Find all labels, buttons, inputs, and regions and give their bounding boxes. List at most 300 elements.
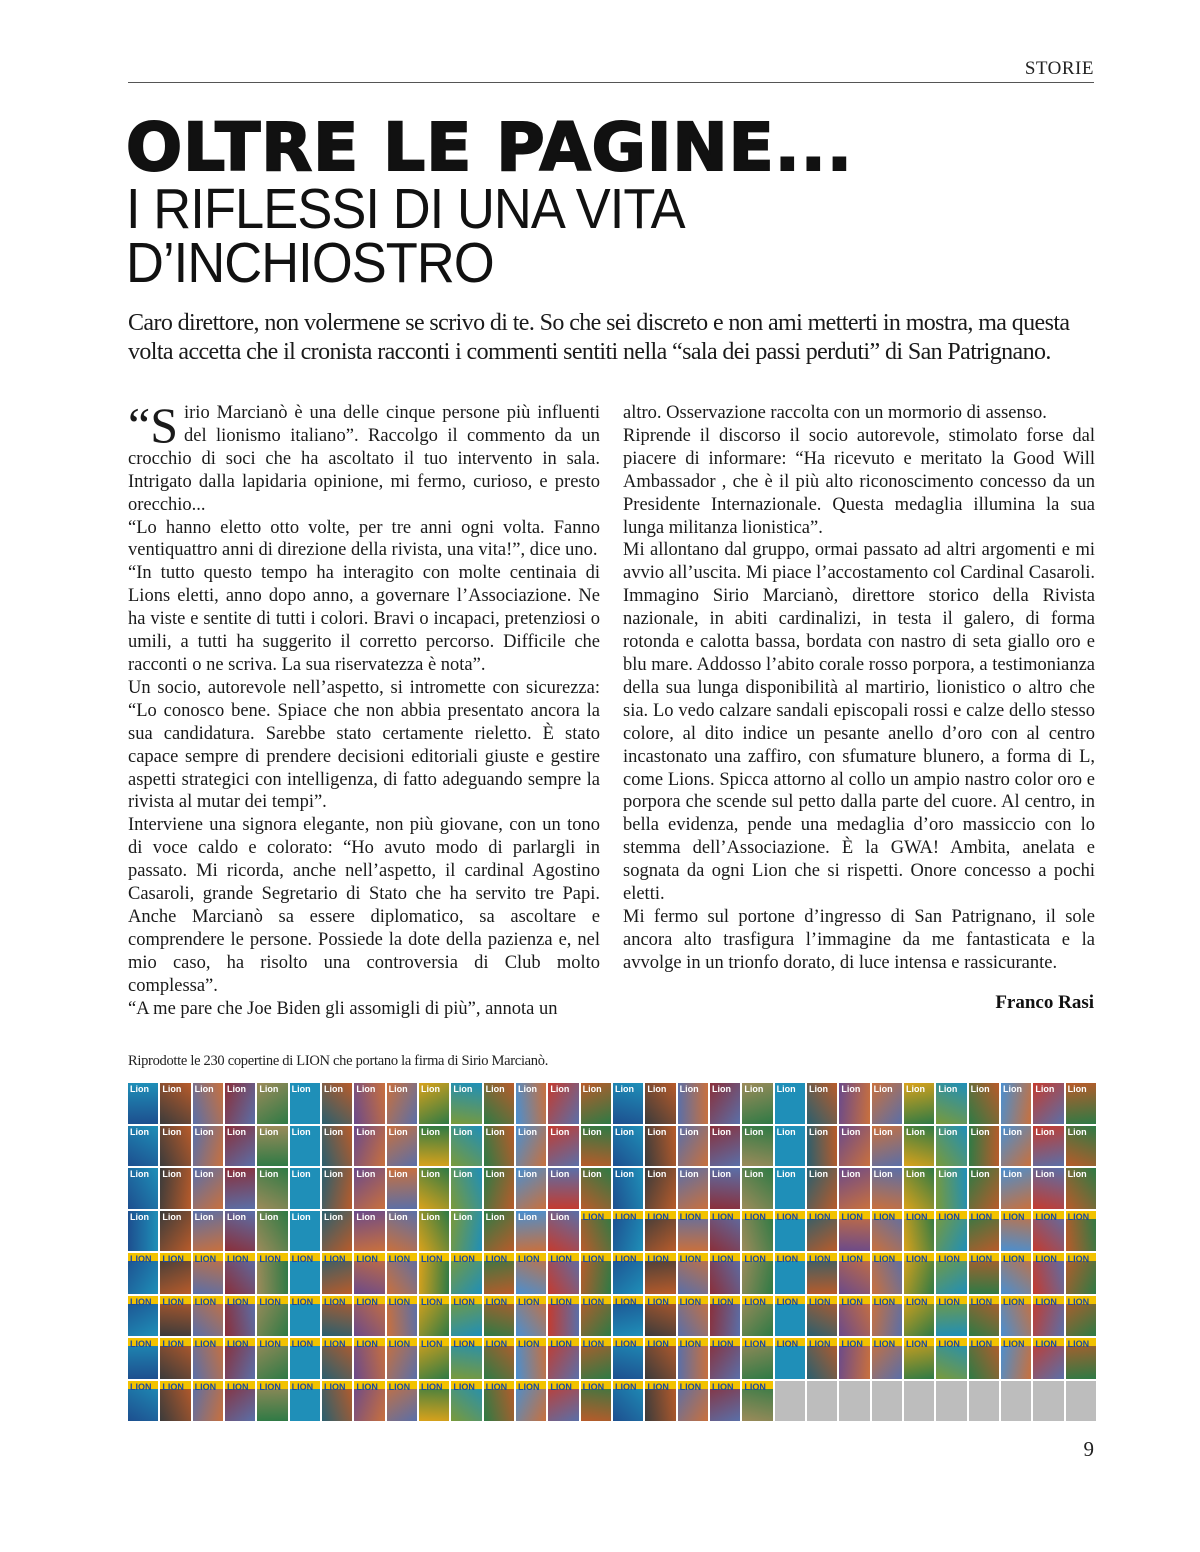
- cover-masthead: LION: [291, 1339, 314, 1349]
- cover-masthead: LION: [324, 1296, 346, 1307]
- cover-masthead: Lion: [518, 1084, 537, 1094]
- page-number: 9: [1083, 1437, 1094, 1461]
- magazine-cover: [516, 1083, 546, 1124]
- magazine-cover: [419, 1168, 449, 1209]
- magazine-cover: [904, 1338, 934, 1379]
- magazine-cover: [710, 1253, 740, 1294]
- cover-masthead: LION: [388, 1296, 411, 1307]
- cover-masthead: Lion: [324, 1084, 343, 1094]
- paragraph: Interviene una signora elegante, non più giovane, con un tono di voce caldo e colorato: “Ho avuto modo di parlargli in passato. Mi ricorda, anche nell’aspetto, il cardinal Agostino Casaroli, grande Segretario di Stato che ha servito tre Papi. Anche Marcianò sa essere diplomatico, sa ascoltare e comprendere le persone. Possiede la dote della pazienza e, nel mio caso, ha risolto una controversia di Club molto complessa”.: [128, 815, 600, 996]
- cover-masthead: LION: [776, 1211, 799, 1222]
- magazine-cover: [484, 1211, 514, 1252]
- magazine-cover: [387, 1168, 417, 1209]
- magazine-cover: [193, 1338, 223, 1379]
- magazine-cover: [1001, 1338, 1031, 1379]
- magazine-cover: [775, 1253, 805, 1294]
- magazine-cover: [322, 1296, 352, 1337]
- magazine-cover: [257, 1381, 287, 1422]
- magazine-cover: [969, 1168, 999, 1209]
- cover-masthead: LION: [712, 1339, 734, 1349]
- cover-masthead: LION: [259, 1254, 281, 1264]
- cover-masthead: LION: [550, 1339, 572, 1349]
- cover-masthead: LION: [227, 1254, 249, 1264]
- magazine-cover: [839, 1083, 869, 1124]
- magazine-cover: [969, 1211, 999, 1252]
- magazine-cover: [322, 1253, 352, 1294]
- cover-placeholder: [839, 1381, 869, 1422]
- cover-masthead: Lion: [388, 1126, 408, 1137]
- section-label: STORIE: [1024, 58, 1094, 79]
- magazine-cover: [484, 1296, 514, 1337]
- cover-masthead: Lion: [130, 1169, 149, 1179]
- cover-masthead: LION: [615, 1254, 637, 1264]
- magazine-cover: [1066, 1296, 1096, 1337]
- cover-placeholder: [936, 1381, 966, 1422]
- magazine-cover: [1066, 1083, 1096, 1124]
- cover-masthead: LION: [421, 1339, 443, 1349]
- magazine-cover: [742, 1083, 772, 1124]
- magazine-cover: [451, 1381, 481, 1422]
- cover-masthead: Lion: [582, 1084, 602, 1094]
- cover-masthead: Lion: [776, 1084, 796, 1094]
- magazine-cover: [807, 1126, 837, 1167]
- cover-masthead: Lion: [712, 1126, 731, 1137]
- cover-masthead: Lion: [1035, 1084, 1055, 1094]
- magazine-cover: [225, 1296, 255, 1337]
- magazine-cover: [775, 1083, 805, 1124]
- author-signature: Franco Rasi: [995, 992, 1094, 1013]
- cover-placeholder: [904, 1381, 934, 1422]
- cover-masthead: LION: [259, 1381, 281, 1392]
- cover-masthead: LION: [744, 1339, 766, 1349]
- magazine-cover: [872, 1338, 902, 1379]
- magazine-cover: [581, 1083, 611, 1124]
- magazine-cover: [484, 1126, 514, 1167]
- magazine-cover: [322, 1211, 352, 1252]
- paragraph: “Lo hanno eletto otto volte, per tre anni ogni volta. Fanno ventiquattro anni di direzione della rivista, una vita!”, dice uno.: [128, 517, 600, 561]
- magazine-cover: [290, 1126, 320, 1167]
- magazine-cover: [936, 1083, 966, 1124]
- cover-masthead: Lion: [809, 1126, 828, 1137]
- cover-masthead: LION: [291, 1254, 314, 1264]
- magazine-cover: [710, 1338, 740, 1379]
- magazine-cover: [225, 1253, 255, 1294]
- cover-masthead: Lion: [712, 1169, 731, 1179]
- cover-masthead: Lion: [744, 1084, 764, 1094]
- cover-masthead: LION: [582, 1381, 605, 1392]
- magazine-cover: [548, 1296, 578, 1337]
- magazine-cover: [548, 1168, 578, 1209]
- magazine-cover: [581, 1253, 611, 1294]
- cover-masthead: Lion: [421, 1211, 440, 1222]
- magazine-cover: [1033, 1168, 1063, 1209]
- magazine-cover: [160, 1253, 190, 1294]
- cover-masthead: Lion: [647, 1126, 667, 1137]
- magazine-cover: [678, 1211, 708, 1252]
- magazine-cover: [710, 1296, 740, 1337]
- magazine-cover: [225, 1211, 255, 1252]
- cover-masthead: Lion: [356, 1211, 376, 1222]
- header-rule: [128, 82, 1094, 83]
- magazine-cover: [354, 1211, 384, 1252]
- magazine-cover: [322, 1168, 352, 1209]
- magazine-cover: [775, 1168, 805, 1209]
- cover-masthead: Lion: [130, 1211, 149, 1222]
- magazine-cover: [128, 1381, 158, 1422]
- magazine-cover: [128, 1211, 158, 1252]
- magazine-cover: [645, 1296, 675, 1337]
- cover-masthead: LION: [453, 1296, 475, 1307]
- cover-masthead: Lion: [841, 1084, 861, 1094]
- magazine-cover: [548, 1253, 578, 1294]
- magazine-cover: [742, 1211, 772, 1252]
- magazine-cover: [387, 1083, 417, 1124]
- magazine-cover: [354, 1168, 384, 1209]
- paragraph: Mi allontano dal gruppo, ormai passato ad altri argomenti e mi avvio all’uscita. Mi piace l’accostamento col Cardinal Casaroli. Immagino Sirio Marcianò, direttore storico della Rivista nazionale, in abiti cardinalizi, in testa il galero, di forma rotonda e calotta bassa, bordata con nastro di seta giallo oro e blu mare. Addosso l’abito corale rosso porpora, a testimonianza della sua lunga disponibilità al martirio, lionistico o altro che sia. Lo vedo calzare sandali episcopali rossi e calze dello stesso colore, al dito indice un pesante anello d’oro con al centro incastonato una zaffiro, con sfumature blunero, a forma di L, come Lions. Spicca attorno al collo un ampio nastro color oro e porpora che scende sul petto dalla parte del cuore. Al centro, in bella evidenza, pende una medaglia d’oro massiccio con lo stemma dell’Associazione. È la GWA! Ambita, anelata e sognata da ogni Lion che si rispetti. Onore concesso a pochi eletti.: [623, 540, 1095, 905]
- cover-masthead: Lion: [291, 1126, 311, 1137]
- magazine-cover: [193, 1253, 223, 1294]
- magazine-cover: [936, 1338, 966, 1379]
- magazine-cover: [678, 1381, 708, 1422]
- cover-masthead: LION: [518, 1254, 540, 1264]
- magazine-cover: [1033, 1253, 1063, 1294]
- cover-masthead: LION: [938, 1211, 960, 1222]
- magazine-cover: [936, 1253, 966, 1294]
- cover-masthead: LION: [582, 1254, 605, 1264]
- cover-masthead: LION: [1035, 1211, 1057, 1222]
- cover-masthead: Lion: [485, 1169, 505, 1179]
- cover-masthead: Lion: [938, 1084, 958, 1094]
- cover-masthead: LION: [194, 1254, 217, 1264]
- magazine-cover: [936, 1296, 966, 1337]
- cover-masthead: Lion: [809, 1169, 828, 1179]
- cover-masthead: Lion: [873, 1169, 893, 1179]
- cover-masthead: Lion: [162, 1126, 182, 1137]
- cover-masthead: LION: [1003, 1211, 1025, 1222]
- cover-masthead: Lion: [388, 1211, 408, 1222]
- magazine-cover: [290, 1253, 320, 1294]
- magazine-cover: [645, 1381, 675, 1422]
- magazine-cover: [807, 1296, 837, 1337]
- magazine-cover: [613, 1083, 643, 1124]
- magazine-cover: [645, 1168, 675, 1209]
- cover-masthead: LION: [615, 1211, 637, 1222]
- magazine-cover: [710, 1381, 740, 1422]
- magazine-cover: [1066, 1211, 1096, 1252]
- cover-masthead: Lion: [679, 1169, 699, 1179]
- cover-placeholder: [1001, 1381, 1031, 1422]
- cover-masthead: LION: [194, 1381, 217, 1392]
- cover-masthead: Lion: [259, 1211, 279, 1222]
- cover-masthead: Lion: [388, 1169, 408, 1179]
- magazine-cover: [872, 1296, 902, 1337]
- cover-masthead: Lion: [227, 1084, 246, 1094]
- cover-masthead: Lion: [970, 1126, 990, 1137]
- cover-masthead: Lion: [453, 1126, 473, 1137]
- magazine-cover: [678, 1168, 708, 1209]
- cover-masthead: LION: [744, 1211, 766, 1222]
- magazine-cover: [1066, 1338, 1096, 1379]
- drop-cap: “S: [128, 397, 178, 453]
- cover-masthead: Lion: [938, 1169, 958, 1179]
- cover-masthead: LION: [615, 1296, 637, 1307]
- magazine-cover: [645, 1083, 675, 1124]
- cover-masthead: LION: [647, 1381, 669, 1392]
- magazine-cover: [387, 1211, 417, 1252]
- cover-masthead: Lion: [550, 1211, 570, 1222]
- cover-masthead: LION: [388, 1381, 411, 1392]
- magazine-cover: [548, 1338, 578, 1379]
- magazine-cover: [742, 1381, 772, 1422]
- cover-masthead: LION: [679, 1296, 702, 1307]
- cover-masthead: LION: [809, 1339, 831, 1349]
- cover-masthead: Lion: [162, 1211, 182, 1222]
- cover-masthead: LION: [647, 1254, 669, 1264]
- magazine-cover: [419, 1211, 449, 1252]
- cover-masthead: LION: [873, 1339, 896, 1349]
- magazine-cover: [742, 1296, 772, 1337]
- cover-masthead: LION: [324, 1339, 346, 1349]
- cover-masthead: Lion: [550, 1169, 570, 1179]
- cover-masthead: Lion: [324, 1211, 343, 1222]
- cover-masthead: LION: [227, 1296, 249, 1307]
- cover-masthead: Lion: [421, 1126, 440, 1137]
- magazine-cover: [548, 1083, 578, 1124]
- cover-masthead: Lion: [291, 1169, 311, 1179]
- magazine-cover: [516, 1338, 546, 1379]
- magazine-cover: [807, 1168, 837, 1209]
- magazine-cover: [257, 1168, 287, 1209]
- cover-masthead: LION: [356, 1381, 378, 1392]
- magazine-cover: [1001, 1168, 1031, 1209]
- cover-masthead: LION: [841, 1339, 863, 1349]
- cover-masthead: Lion: [162, 1169, 182, 1179]
- magazine-cover: [128, 1083, 158, 1124]
- cover-masthead: LION: [647, 1296, 669, 1307]
- cover-masthead: LION: [679, 1254, 702, 1264]
- body-column-right: [623, 402, 1095, 975]
- cover-masthead: LION: [550, 1381, 572, 1392]
- magazine-cover: [969, 1253, 999, 1294]
- cover-masthead: Lion: [712, 1084, 731, 1094]
- magazine-cover: [322, 1126, 352, 1167]
- cover-masthead: Lion: [1067, 1084, 1087, 1094]
- magazine-cover: [581, 1126, 611, 1167]
- magazine-cover: [742, 1338, 772, 1379]
- cover-masthead: LION: [873, 1211, 896, 1222]
- cover-masthead: Lion: [453, 1211, 473, 1222]
- cover-masthead: LION: [388, 1339, 411, 1349]
- magazine-cover: [225, 1338, 255, 1379]
- magazine-cover: [290, 1296, 320, 1337]
- magazine-cover: [904, 1083, 934, 1124]
- cover-masthead: LION: [550, 1254, 572, 1264]
- magazine-cover: [807, 1338, 837, 1379]
- magazine-cover: [451, 1083, 481, 1124]
- covers-grid: [128, 1083, 1096, 1421]
- magazine-cover: [548, 1211, 578, 1252]
- magazine-cover: [936, 1168, 966, 1209]
- paragraph: altro. Osservazione raccolta con un mormorio di assenso.: [623, 403, 1047, 423]
- magazine-cover: [613, 1253, 643, 1294]
- magazine-cover: [969, 1083, 999, 1124]
- article-title: OLTRE LE PAGINE...: [126, 109, 853, 186]
- cover-masthead: LION: [259, 1296, 281, 1307]
- paragraph: Riprende il discorso il socio autorevole, stimolato forse dal piacere di informare: “Ha ricevuto e meritato la Good Will Ambassador , che è il più alto riconoscimento concesso da un Presidente Internazionale. Questa medaglia illumina la sua lunga militanza lionistica”.: [623, 425, 1095, 538]
- magazine-cover: [936, 1211, 966, 1252]
- cover-masthead: Lion: [324, 1126, 343, 1137]
- magazine-cover: [290, 1168, 320, 1209]
- magazine-cover: [387, 1381, 417, 1422]
- cover-placeholder: [775, 1381, 805, 1422]
- cover-masthead: LION: [712, 1211, 734, 1222]
- cover-masthead: LION: [356, 1339, 378, 1349]
- cover-masthead: Lion: [1067, 1169, 1087, 1179]
- magazine-cover: [775, 1126, 805, 1167]
- magazine-cover: [354, 1253, 384, 1294]
- cover-masthead: LION: [1035, 1296, 1057, 1307]
- magazine-cover: [678, 1126, 708, 1167]
- magazine-cover: [1066, 1126, 1096, 1167]
- magazine-cover: [257, 1296, 287, 1337]
- magazine-cover: [839, 1211, 869, 1252]
- cover-masthead: Lion: [227, 1211, 246, 1222]
- cover-masthead: Lion: [388, 1084, 408, 1094]
- magazine-cover: [387, 1338, 417, 1379]
- cover-masthead: Lion: [873, 1126, 893, 1137]
- magazine-cover: [872, 1211, 902, 1252]
- magazine-cover: [160, 1338, 190, 1379]
- magazine-cover: [387, 1296, 417, 1337]
- cover-masthead: Lion: [130, 1084, 149, 1094]
- cover-masthead: LION: [679, 1381, 702, 1392]
- cover-masthead: LION: [970, 1254, 993, 1264]
- cover-masthead: Lion: [615, 1084, 634, 1094]
- cover-masthead: LION: [712, 1254, 734, 1264]
- magazine-cover: [516, 1381, 546, 1422]
- cover-masthead: LION: [582, 1339, 605, 1349]
- magazine-cover: [193, 1211, 223, 1252]
- subtitle-line-2: D’INCHIOSTRO: [126, 231, 494, 295]
- cover-masthead: LION: [162, 1381, 184, 1392]
- cover-masthead: Lion: [485, 1084, 505, 1094]
- magazine-cover: [257, 1083, 287, 1124]
- cover-masthead: LION: [162, 1254, 184, 1264]
- magazine-cover: [516, 1126, 546, 1167]
- cover-masthead: Lion: [615, 1126, 634, 1137]
- cover-masthead: LION: [453, 1254, 475, 1264]
- cover-masthead: Lion: [679, 1126, 699, 1137]
- cover-masthead: LION: [776, 1254, 799, 1264]
- cover-masthead: LION: [1035, 1339, 1057, 1349]
- cover-masthead: LION: [130, 1296, 152, 1307]
- cover-masthead: Lion: [938, 1126, 958, 1137]
- magazine-cover: [678, 1296, 708, 1337]
- cover-masthead: Lion: [776, 1169, 796, 1179]
- magazine-cover: [419, 1253, 449, 1294]
- magazine-cover: [1033, 1126, 1063, 1167]
- magazine-cover: [322, 1381, 352, 1422]
- magazine-cover: [872, 1168, 902, 1209]
- magazine-cover: [613, 1381, 643, 1422]
- magazine-cover: [451, 1168, 481, 1209]
- figure-caption: Riprodotte le 230 copertine di LION che portano la firma di Sirio Marcianò.: [128, 1053, 549, 1069]
- magazine-cover: [128, 1168, 158, 1209]
- magazine-cover: [581, 1338, 611, 1379]
- cover-masthead: Lion: [970, 1084, 990, 1094]
- cover-masthead: Lion: [259, 1084, 279, 1094]
- magazine-cover: [451, 1126, 481, 1167]
- cover-masthead: LION: [130, 1339, 152, 1349]
- cover-masthead: Lion: [647, 1169, 667, 1179]
- magazine-cover: [322, 1338, 352, 1379]
- cover-masthead: Lion: [421, 1084, 440, 1094]
- cover-masthead: LION: [1003, 1254, 1025, 1264]
- cover-masthead: Lion: [356, 1169, 376, 1179]
- magazine-cover: [225, 1083, 255, 1124]
- magazine-cover: [839, 1338, 869, 1379]
- magazine-cover: [225, 1126, 255, 1167]
- magazine-cover: [290, 1338, 320, 1379]
- magazine-cover: [872, 1126, 902, 1167]
- cover-masthead: LION: [744, 1296, 766, 1307]
- standfirst-line-1: Caro direttore, non volermene se scrivo di te. So che sei discreto e non ami metterti in mostra, ma questa: [128, 310, 1070, 336]
- cover-masthead: Lion: [356, 1084, 376, 1094]
- magazine-cover: [225, 1381, 255, 1422]
- magazine-cover: [904, 1253, 934, 1294]
- cover-masthead: Lion: [194, 1169, 214, 1179]
- magazine-cover: [581, 1381, 611, 1422]
- magazine-cover: [160, 1211, 190, 1252]
- magazine-cover: [1033, 1211, 1063, 1252]
- magazine-cover: [904, 1126, 934, 1167]
- cover-masthead: Lion: [1003, 1126, 1022, 1137]
- magazine-cover: [613, 1338, 643, 1379]
- cover-masthead: LION: [582, 1296, 605, 1307]
- cover-masthead: LION: [1035, 1254, 1057, 1264]
- magazine-cover: [775, 1338, 805, 1379]
- magazine-cover: [1001, 1296, 1031, 1337]
- cover-masthead: LION: [809, 1296, 831, 1307]
- cover-masthead: Lion: [582, 1169, 602, 1179]
- magazine-cover: [839, 1168, 869, 1209]
- magazine-cover: [548, 1126, 578, 1167]
- magazine-cover: [419, 1126, 449, 1167]
- cover-masthead: Lion: [776, 1126, 796, 1137]
- cover-masthead: LION: [453, 1339, 475, 1349]
- article-subtitle: [126, 177, 826, 295]
- magazine-cover: [613, 1126, 643, 1167]
- magazine-cover: [484, 1381, 514, 1422]
- paragraph: “In tutto questo tempo ha interagito con molte centinaia di Lions eletti, anno dopo anno, a governare l’Associazione. Ne ha viste e sentite di tutti i colori. Bravi o incapaci, pretenziosi o umili, a tutti ha suggerito il corretto percorso. Difficile che racconti o ne scriva. La sua riservatezza è nota”.: [128, 563, 600, 675]
- cover-masthead: Lion: [324, 1169, 343, 1179]
- magazine-cover: [484, 1083, 514, 1124]
- cover-placeholder: [807, 1381, 837, 1422]
- magazine-cover: [354, 1296, 384, 1337]
- cover-masthead: LION: [906, 1339, 928, 1349]
- magazine-cover: [969, 1338, 999, 1379]
- cover-masthead: LION: [841, 1296, 863, 1307]
- cover-masthead: LION: [809, 1211, 831, 1222]
- magazine-cover: [807, 1253, 837, 1294]
- cover-masthead: Lion: [453, 1084, 473, 1094]
- magazine-cover: [160, 1083, 190, 1124]
- magazine-cover: [419, 1381, 449, 1422]
- magazine-cover: [193, 1126, 223, 1167]
- cover-masthead: LION: [841, 1254, 863, 1264]
- magazine-cover: [451, 1338, 481, 1379]
- cover-masthead: LION: [324, 1254, 346, 1264]
